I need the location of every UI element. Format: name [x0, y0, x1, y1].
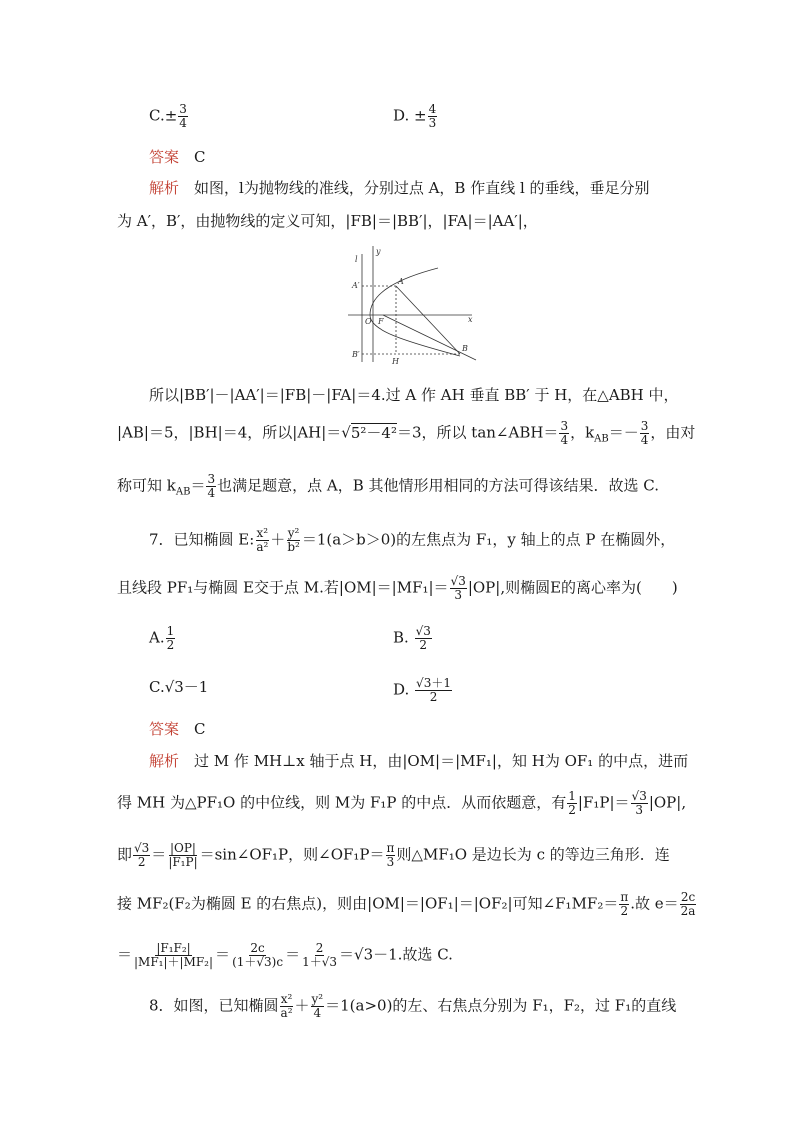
q7-option-a: A. $\frac{1}{2}$: [149, 624, 175, 652]
solution-label: 解析: [149, 179, 180, 197]
prev-option-d-label: D. ±: [393, 106, 427, 125]
sqrt-expression: √5²－4²: [341, 423, 397, 442]
answer-value: C: [194, 148, 206, 166]
label-b-prime: B′: [352, 350, 360, 359]
question-8-line-1: 8．如图，已知椭圆 $\frac{\text{x²}}{\text{a²}}$ ＋ $\frac{\text{y²}}{4}$ ＝1(a>0)的左、右焦点分别为 F₁，F₂，过 F₁的直线: [149, 992, 677, 1020]
solution-1-line-2: 为 A′，B′，由抛物线的定义可知，|FB|＝|BB′|，|FA|＝|AA′|，: [117, 212, 538, 230]
answer-label: 答案: [149, 148, 180, 166]
label-f: F: [378, 317, 384, 326]
answer-label: 答案: [149, 720, 180, 738]
label-b: B: [462, 344, 468, 353]
solution-2-line-5: ＝ $\frac{\text{|F₁F₂|}}{\text{|MF₁|＋|MF₂|}}$ ＝ $\frac{2c}{(1+√3)c}$ ＝ $\frac{2}{1+√3}$ ＝√3－1.故选 C.: [117, 941, 453, 969]
parabola-curve: [370, 268, 460, 356]
solution-1-line-1: [149, 178, 650, 198]
fraction: $\frac{4}{3}$: [428, 102, 437, 130]
label-o: O: [365, 317, 372, 326]
solution-2-line-2: 得 MH 为△PF₁O 的中位线，则 M为 F₁P 的中点．从而依题意，有 $\frac{1}{2}$ |F₁P|＝ $\frac{√3}{3}$ |OP|,: [117, 789, 687, 817]
answer-line-1: [149, 147, 206, 167]
fraction: $\frac{3}{4}$: [179, 102, 187, 130]
answer-value: C: [194, 720, 206, 738]
solution-1-line-3: 所以|BB′|－|AA′|＝|FB|－|FA|＝4.过 A 作 AH 垂直 BB′ 于 H，在△ABH 中，: [149, 386, 679, 404]
line-a-b: [396, 286, 460, 354]
answer-line-2: [149, 719, 206, 739]
q7-option-c: C.√3－1: [149, 678, 209, 696]
prev-option-c: [149, 103, 189, 130]
label-a: A: [398, 277, 404, 286]
solution-1-line-5: 称可知 $k_{AB}=$ $\frac{3}{4}$ 也满足题意，点 A，B 其他情形用相同的方法可得该结果．故选 C.: [117, 472, 659, 500]
label-y: y: [376, 247, 381, 256]
label-l: l: [355, 255, 358, 264]
q7-option-d: D. $\frac{√3+1}{2}$: [393, 676, 451, 704]
question-7-line-2: 且线段 PF₁与椭圆 E交于点 M.若|OM|＝|MF₁|＝ $\frac{√3}{3}$ |OP|,则椭圆E的离心率为( ): [117, 574, 678, 602]
solution-1-line-4: |AB|＝5，|BH|＝4，所以|AH|＝√5²－4²＝3，所以 tan∠ABH＝ $\frac{3}{4}$ ，$k_{AB}=-$ $\frac{3}{4}$ ，由对: [117, 419, 696, 447]
label-a-prime: A′: [352, 281, 360, 290]
solution-text: 如图，l为抛物线的准线，分别过点 A，B 作直线 l 的垂线，垂足分别: [194, 179, 650, 197]
solution-2-line-3: 即 $\frac{√3}{2}$ ＝ $\frac{|OP|}{\text{|F₁P|}}$ ＝sin∠OF₁P，则∠OF₁P＝ $\frac{\pi}{3}$ 则△MF₁O 是边长为 c 的等边三角形．连: [117, 841, 670, 869]
parabola-figure: [340, 240, 478, 368]
label-h: H: [392, 357, 399, 366]
prev-option-d: [393, 103, 438, 130]
question-7-line-1: 7．已知椭圆 E: $\frac{\text{x²}}{\text{a²}}$ ＋ $\frac{\text{y²}}{\text{b²}}$ ＝1(a＞b＞0)的左焦点为 F₁，y 轴上的点 P 在椭圆外，: [149, 526, 676, 554]
label-x: x: [468, 315, 473, 324]
prev-option-c-label: C.±: [149, 106, 178, 125]
solution-2-line-4: 接 MF₂(F₂为椭圆 E 的右焦点)，则由|OM|＝|OF₁|＝|OF₂|可知∠F₁MF₂＝ $\frac{\pi}{2}$ .故 e＝ $\frac{2c}{2a}$: [117, 890, 696, 918]
solution-label: 解析: [149, 752, 180, 770]
solution-2-line-1: 解析 过 M 作 MH⊥x 轴于点 H，由|OM|＝|MF₁|，知 H为 OF₁ 的中点，进而: [149, 752, 689, 770]
q7-option-b: B. $\frac{√3}{2}$: [393, 624, 431, 652]
